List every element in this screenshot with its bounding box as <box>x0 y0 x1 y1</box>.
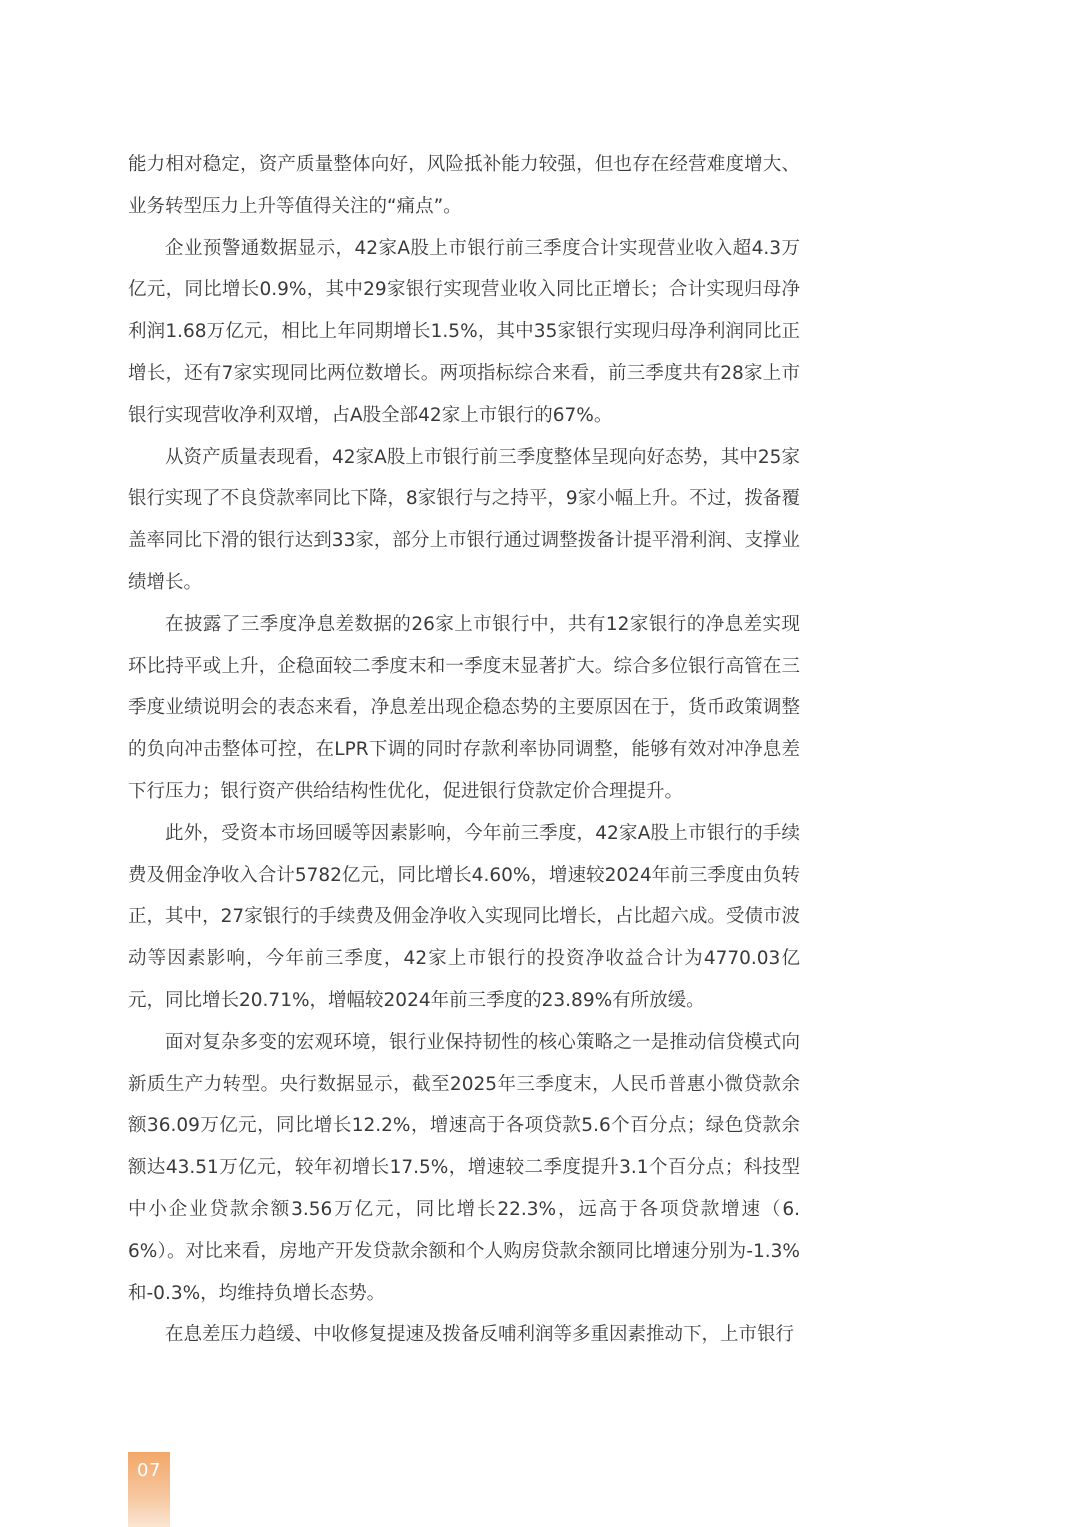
paragraph-outlook: 在息差压力趋缓、中收修复提速及拨备反哺利润等多重因素推动下，上市银行 <box>165 1324 795 1346</box>
paragraph-credit-transformation: 面对复杂多变的宏观环境，银行业保持韧性的核心策略之一是推动信贷模式向新质生产力转型。央行数据显示，截至2025年三季度末，人民币普惠小微贷款余额36.09万亿元，同比增长12.2%，增速高于各项贷款5.6个百分点；绿色贷款余额达43.51万亿元，较年初增长17.5%，增速较二季度提升3.1个百分点；科技型中小企业贷款余额3.56万亿元，同比增长22.3%，远高于各项贷款增速（6.6%）。对比来看，房地产开发贷款余额和个人购房贷款余额同比增速分别为-1.3%和-0.3%，均维持负增长态势。 <box>128 1031 800 1304</box>
article-body <box>128 144 800 1356</box>
paragraph-revenue-profit: 企业预警通数据显示，42家A股上市银行前三季度合计实现营业收入超4.3万亿元，同比增长0.9%，其中29家银行实现营业收入同比正增长；合计实现归母净利润1.68万亿元，相比上年同期增长1.5%，其中35家银行实现归母净利润同比正增长，还有7家实现同比两位数增长。两项指标综合来看，前三季度共有28家上市银行实现营收净利双增，占A股全部42家上市银行的67%。 <box>128 237 800 426</box>
paragraph-net-interest-margin: 在披露了三季度净息差数据的26家上市银行中，共有12家银行的净息差实现环比持平或上升，企稳面较二季度末和一季度末显著扩大。综合多位银行高管在三季度业绩说明会的表态来看，净息差出现企稳态势的主要原因在于，货币政策调整的负向冲击整体可控，在LPR下调的同时存款利率协同调整，能够有效对冲净息差下行压力；银行资产供给结构性优化，促进银行贷款定价合理提升。 <box>128 613 800 802</box>
page-number-tab <box>128 1452 170 1527</box>
page-number: 07 <box>137 1460 161 1481</box>
paragraph-continuation: 能力相对稳定，资产质量整体向好，风险抵补能力较强，但也存在经营难度增大、业务转型压力上升等值得关注的“痛点”。 <box>128 154 800 217</box>
paragraph-fee-income: 此外，受资本市场回暖等因素影响，今年前三季度，42家A股上市银行的手续费及佣金净收入合计5782亿元，同比增长4.60%，增速较2024年前三季度由负转正，其中，27家银行的手续费及佣金净收入实现同比增长，占比超六成。受债市波动等因素影响，今年前三季度，42家上市银行的投资净收益合计为4770.03亿元，同比增长20.71%，增幅较2024年前三季度的23.89%有所放缓。 <box>128 822 800 1011</box>
paragraph-asset-quality: 从资产质量表现看，42家A股上市银行前三季度整体呈现向好态势，其中25家银行实现了不良贷款率同比下降，8家银行与之持平，9家小幅上升。不过，拨备覆盖率同比下滑的银行达到33家，部分上市银行通过调整拨备计提平滑利润、支撑业绩增长。 <box>128 446 800 593</box>
